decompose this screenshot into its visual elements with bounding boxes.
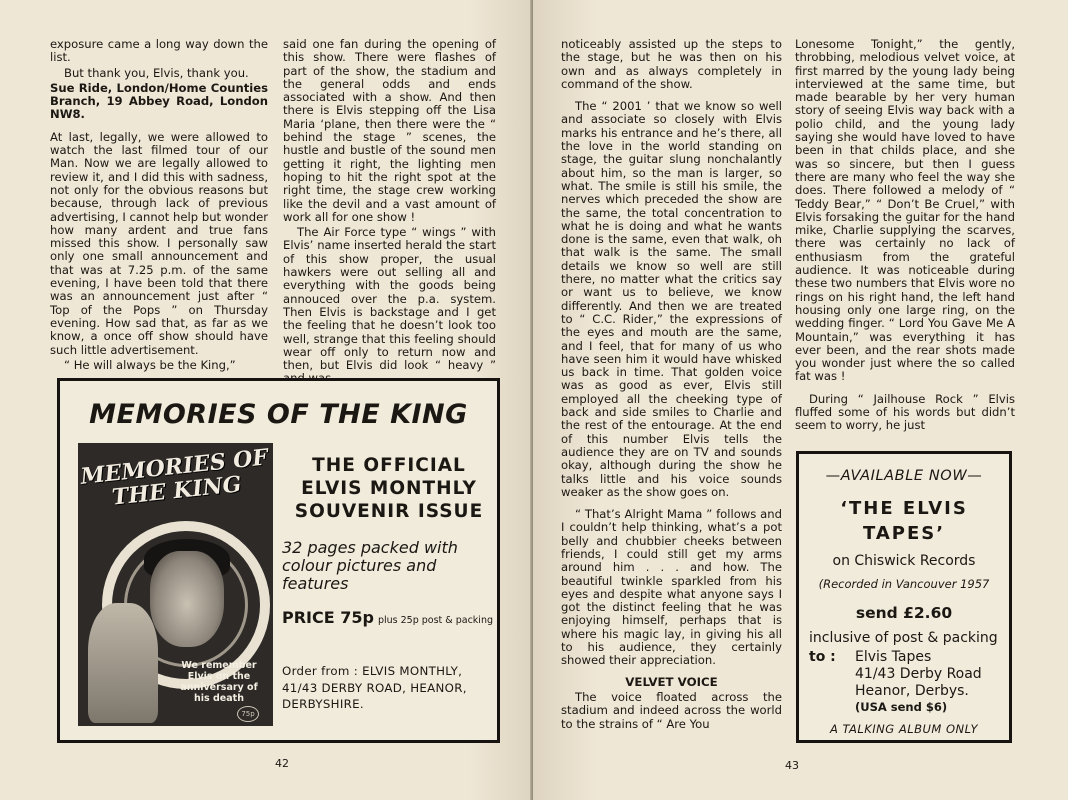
paragraph: The voice floated across the stadium and indeed across the world to the strains of “ Are You — [561, 689, 782, 731]
paragraph: During “ Jailhouse Rock ” Elvis fluffed some of his words but didn’t seem to worry, he just — [795, 391, 1015, 433]
paragraph: The “ 2001 ’ that we know so well and associate so closely with Elvis marks his entrance and he’s there, all the love in the world standing on stage, the guitar slung nonchalantly about him, so the man is larger, so what. The smile is still his smile, the nerves which preceded the show are the same, the total concentration to what he is doing and what he wants done is the same, even that walk, oh that walk is the same. The small details we know so well are still there, no matter what the critics say or want us to believe, we know differently. And then we are treated to “ C.C. Rider,” the expressions of the eyes and mouth are the same, and I feel, that for many of us who have seen him it would have whisked us back in time. That golden voice was as good as ever, Elvis still employed all the cheeking type of back and side smiles to Charlie and the rest of the entourage. At the end of this number Elvis tells the audience they are on TV and sounds okay, although during the show he talks little and his voice sounds weaker as the show goes on. — [561, 99, 782, 499]
cover-note: We remember Elvis on the anniversary of his death — [180, 660, 258, 704]
record-label: on Chiswick Records — [832, 553, 976, 569]
ad-subline: 32 pages packed with colour pictures and features — [282, 538, 458, 593]
elvis-figure-photo — [88, 603, 158, 723]
memories-of-the-king-ad — [57, 378, 500, 743]
paragraph: noticeably assisted up the steps to the stage, but he was then on his own and as always completely in command of the show. — [561, 37, 782, 91]
left-column-2 — [283, 38, 496, 388]
page-number: 43 — [785, 759, 799, 772]
elvis-tapes-title: ‘THE ELVIS TAPES’ — [840, 498, 968, 544]
inclusive-note: inclusive of post & packing — [809, 630, 998, 646]
paragraph: Lonesome Tonight,” the gently, throbbing, melodious velvet voice, at first marred by the young lady being interviewed at the same time, but made bearable by her very human story of seeing Elvis way back with a polio child, and the young lady saying she would have loved to have been in that childs place, and she was so sincere, but then I guess there are many who feel the way she does. There followed a melody of “ Teddy Bear,” “ Don’t Be Cruel,” with Elvis forsaking the guitar for the hand mike, Charlie supplying the scarves, there was certainly no lack of enthusiasm from the grateful audience. It was noticeable during these two numbers that Elvis wore no rings on his right hand, the left hand housing only one large ring, on the wedding finger. “ Lord You Gave Me A Mountain,” was everything it has ever been, and the rear shots made you wonder just where the so called fat was ! — [795, 37, 1016, 384]
right-column-2 — [795, 38, 1015, 435]
left-page — [0, 0, 533, 800]
left-column-1 — [50, 38, 268, 374]
paragraph: exposure came a long way down the list. — [50, 37, 268, 65]
page-number: 42 — [275, 757, 289, 770]
available-now: —AVAILABLE NOW— — [825, 468, 983, 484]
magazine-cover-image — [78, 443, 273, 726]
paragraph: said one fan during the opening of this show. There were flashes of part of the show, the stadium and the general odds and ends associated with a show. And then there is Elvis stepping off the Lisa Maria ‘plane, then there were the “ behind the stage ” scenes, the hustle and bustle of the sound men getting it right, the lighting men hoping to hit the right spot at the right time, the stage crew working like the devil and a vast amount of work all for one show ! — [283, 37, 496, 224]
ad-title: MEMORIES OF THE KING — [89, 399, 468, 430]
talking-album-note: A TALKING ALBUM ONLY — [829, 722, 978, 736]
elvis-portrait — [150, 551, 224, 647]
paragraph: At last, legally, we were allowed to watch the last filmed tour of our Man. Now we are legally allowed to review it, and I did this with sadness, not only for the obvious reasons but because, through lack of previous advertising, I cannot help but wonder how many ardent and true fans missed this show. I personally saw only one small announcement and that was at 7.25 p.m. of the same evening, I have been told that there was an announcement just after “ Top of the Pops ” on Thursday evening. How sad that, as far as we know, a once off show should have such little advertisement. — [50, 129, 268, 357]
paragraph: “ That’s Alright Mama ” follows and I couldn’t help thinking, what’s a pot belly and chubbier cheeks between friends, I could still get my arms around him . . . and how. The beautiful twinkle sparkled from his eyes and despite what anyone says I got the distinct feeling that he was enjoying himself, perhaps that is where his magic lay, in giving his all to his audience, they certainly showed their appreciation. — [561, 507, 782, 668]
right-column-1 — [561, 38, 782, 733]
paragraph: But thank you, Elvis, thank you. — [64, 65, 249, 80]
usa-price: (USA send $6) — [855, 700, 948, 714]
cover-price-badge: 75p — [237, 706, 259, 722]
recorded-note: (Recorded in Vancouver 1957 — [818, 577, 990, 591]
paragraph: “ He will always be the King,” — [64, 357, 236, 372]
right-page — [533, 0, 1068, 800]
mailing-address: Elvis Tapes 41/43 Derby Road Heanor, Derbys. — [855, 649, 982, 699]
elvis-tapes-ad — [796, 451, 1012, 743]
ad-price: PRICE 75p plus 25p post & packing — [282, 608, 493, 627]
price-note: plus 25p post & packing — [377, 615, 493, 626]
send-price: send £2.60 — [855, 604, 953, 622]
ad-order-address: Order from : ELVIS MONTHLY, 41/43 DERBY ROAD, HEANOR, DERBYSHIRE. — [282, 664, 467, 711]
cover-title: MEMORIES OF THE KING — [79, 444, 270, 511]
ad-headline: THE OFFICIAL ELVIS MONTHLY SOUVENIR ISSUE — [294, 455, 484, 522]
paragraph: The Air Force type “ wings ” with Elvis’ name inserted herald the start of this show proper, the usual hawkers were out selling all and everything with the goods being annouced over the p.a. system. Then Elvis is backstage and I get the feeling that he doesn’t look too well, strange that this feeling should wear off only to return now and then, but Elvis did look “ heavy ” — [283, 225, 496, 373]
signature: Sue Ride, London/Home Counties Branch, 19 Abbey Road, London NW8. — [50, 80, 268, 122]
to-label: to : — [809, 649, 836, 665]
subheading: VELVET VOICE — [625, 674, 718, 689]
